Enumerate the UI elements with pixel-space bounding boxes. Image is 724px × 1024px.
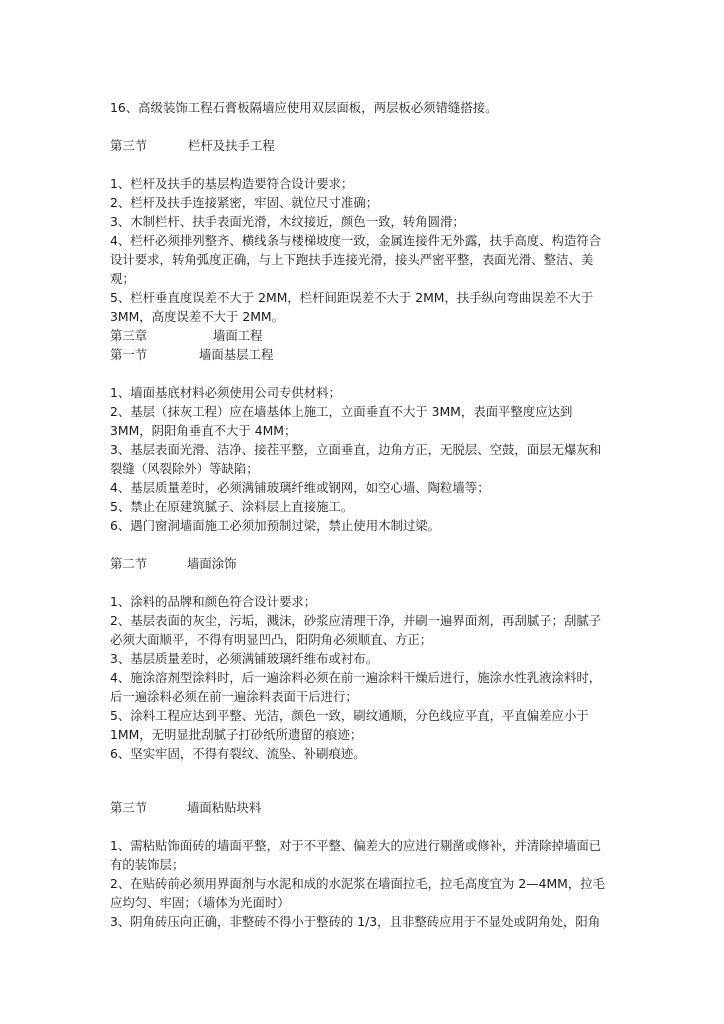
section-title: 墙面粘贴块料 <box>187 800 262 815</box>
list-item: 1、需粘贴饰面砖的墙面平整，对于不平整、偏差大的应进行剔凿或修补，并清除掉墙面已 <box>110 838 602 853</box>
list-item: 5、禁止在原建筑腻子、涂料层上直接施工。 <box>110 499 354 514</box>
list-item: 5、涂料工程应达到平整、光洁，颜色一致，刷纹通顺，分色线应平直，平直偏差应小于 <box>110 708 589 723</box>
section-number: 第三节 <box>110 800 148 815</box>
section-number: 第一节 <box>110 347 148 362</box>
list-item: 裂缝（风裂除外）等缺陷； <box>110 461 259 476</box>
list-item: 1、栏杆及扶手的基层构造要符合设计要求； <box>110 176 354 191</box>
list-item: 3、基层表面光滑、洁净、接茬平整，立面垂直，边角方正，无脱层、空鼓，面层无爆灰和 <box>110 442 602 457</box>
section-title: 墙面涂饰 <box>187 556 237 571</box>
list-item: 4、基层质量差时，必须满铺玻璃纤维或钢网，如空心墙、陶粒墙等； <box>110 480 490 495</box>
list-item: 设计要求，转角弧度正确，与上下跑扶手连接光滑，接头严密平整，表面光滑、整洁、美 <box>110 252 594 267</box>
list-item: 2、基层（抹灰工程）应在墙基体上施工，立面垂直不大于 3MM，表面平整度应达到 <box>110 404 573 419</box>
list-item: 2、栏杆及扶手连接紧密，牢固、就位尺寸准确； <box>110 195 379 210</box>
section-heading-tile <box>110 800 262 815</box>
chapter-title: 墙面工程 <box>213 328 263 343</box>
intro-line: 16、高级装饰工程石膏板隔墙应使用双层面板，两层板必须错缝搭接。 <box>110 100 498 115</box>
list-item: 4、栏杆必须排列整齐、横线条与楼梯坡度一致，金属连接件无外露，扶手高度、构造符合 <box>110 233 602 248</box>
list-item: 6、遇门窗洞墙面施工必须加预制过梁，禁止使用木制过梁。 <box>110 518 441 533</box>
section-heading-railing <box>110 138 275 153</box>
list-item: 1、涂料的品牌和颜色符合设计要求； <box>110 594 317 609</box>
section-heading-base <box>110 347 274 362</box>
list-item: 5、栏杆垂直度误差不大于 2MM，栏杆间距误差不大于 2MM，扶手纵向弯曲误差不大于 <box>110 290 594 305</box>
list-item: 3MM，阴阳角垂直不大于 4MM； <box>110 423 297 438</box>
list-item: 3MM，高度误差不大于 2MM。 <box>110 309 284 324</box>
list-item: 2、基层表面的灰尘，污垢，溅沫，砂浆应清理干净，并刷一遍界面剂，再刮腻子；刮腻子 <box>110 613 602 628</box>
list-item: 应均匀、牢固；（墙体为光面时） <box>110 895 290 910</box>
section-title: 墙面基层工程 <box>199 347 274 362</box>
list-item: 4、施涂溶剂型涂料时，后一遍涂料必须在前一遍涂料干燥后进行，施涂水性乳液涂料时， <box>110 670 602 685</box>
section-number: 第二节 <box>110 556 148 571</box>
list-item: 3、阴角砖压向正确，非整砖不得小于整砖的 1/3，且非整砖应用于不显处或阴角处，阳角 <box>110 914 601 929</box>
chapter-number: 第三章 <box>110 328 148 343</box>
section-number: 第三节 <box>110 138 148 153</box>
list-item: 后一遍涂料必须在前一遍涂料表面干后进行； <box>110 689 358 704</box>
list-item: 2、在贴砖前必须用界面剂与水泥和成的水泥浆在墙面拉毛，拉毛高度宜为 2—4MM，拉毛 <box>110 876 606 891</box>
list-item: 有的装饰层； <box>110 857 185 872</box>
section-heading-paint <box>110 556 237 571</box>
section-title: 栏杆及扶手工程 <box>188 138 275 153</box>
list-item: 1、墙面基底材料必须使用公司专供材料； <box>110 385 341 400</box>
list-item: 1MM，无明显批刮腻子打砂纸所遗留的痕迹； <box>110 727 363 742</box>
list-item: 6、坚实牢固，不得有裂纹、流坠、补刷痕迹。 <box>110 746 366 761</box>
list-item: 3、木制栏杆、扶手表面光滑，木纹接近，颜色一致，转角圆滑； <box>110 214 465 229</box>
list-item: 3、基层质量差时，必须满铺玻璃纤维布或衬布。 <box>110 651 379 666</box>
list-item: 必须大面顺平，不得有明显凹凸，阳阴角必须顺直、方正； <box>110 632 433 647</box>
list-item: 观； <box>110 271 135 286</box>
chapter-heading <box>110 328 263 343</box>
